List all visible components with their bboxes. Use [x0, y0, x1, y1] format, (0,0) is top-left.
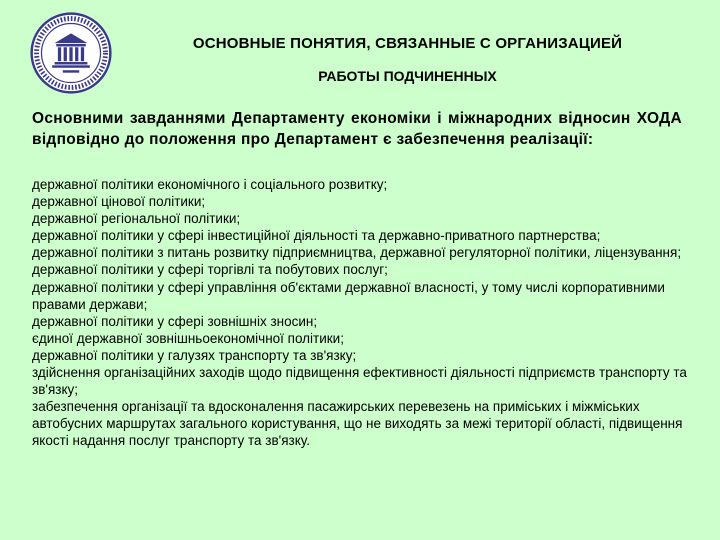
list-item: державної політики у сфері зовнішніх зносин;: [32, 313, 318, 329]
list-item: державної політики у сфері інвестиційної діяльності та державно-приватного партнерства;: [32, 228, 601, 244]
list-item: державної політики економічного і соціального розвитку;: [32, 177, 388, 192]
list-item: забезпечення організації та вдосконалення пасажирських перевезень на приміських і міжміських автобусних маршрутах загального користування, що не виходять за межі території області, підвищення якості надання послуг транспорту та зв'язку.: [32, 399, 683, 449]
tasks-list: [32, 176, 687, 450]
list-item: єдиної державної зовнішньоекономічної політики;: [32, 330, 344, 346]
intro-paragraph: Основними завданнями Департаменту економіки і міжнародних відносин ХОДА відповідно до положення про Департамент є забезпечення реалізації:: [32, 110, 682, 148]
slide-title-line1: ОСНОВНЫЕ ПОНЯТИЯ, СВЯЗАННЫЕ С ОРГАНИЗАЦИЕЙ: [192, 35, 623, 52]
list-item: державної регіональної політики;: [32, 211, 241, 227]
list-item: державної політики у сфері торгівлі та побутових послуг;: [32, 262, 388, 278]
list-item: державної політики у сфері управління об'єктами державної власності, у тому числі корпоративними правами держави;: [32, 279, 665, 312]
list-item: державної політики у галузях транспорту та зв'язку;: [32, 347, 357, 363]
slide-title-line2: РАБОТЫ ПОДЧИНЕННЫХ: [318, 68, 497, 84]
list-item: державної політики з питань розвитку підприємництва, державної регуляторної політики, ліцензування;: [32, 245, 682, 261]
list-item: здійснення організаційних заходів щодо підвищення ефективності діяльності підприємств транспорту та зв'язку;: [32, 365, 687, 398]
list-item: державної цінової політики;: [32, 194, 206, 210]
